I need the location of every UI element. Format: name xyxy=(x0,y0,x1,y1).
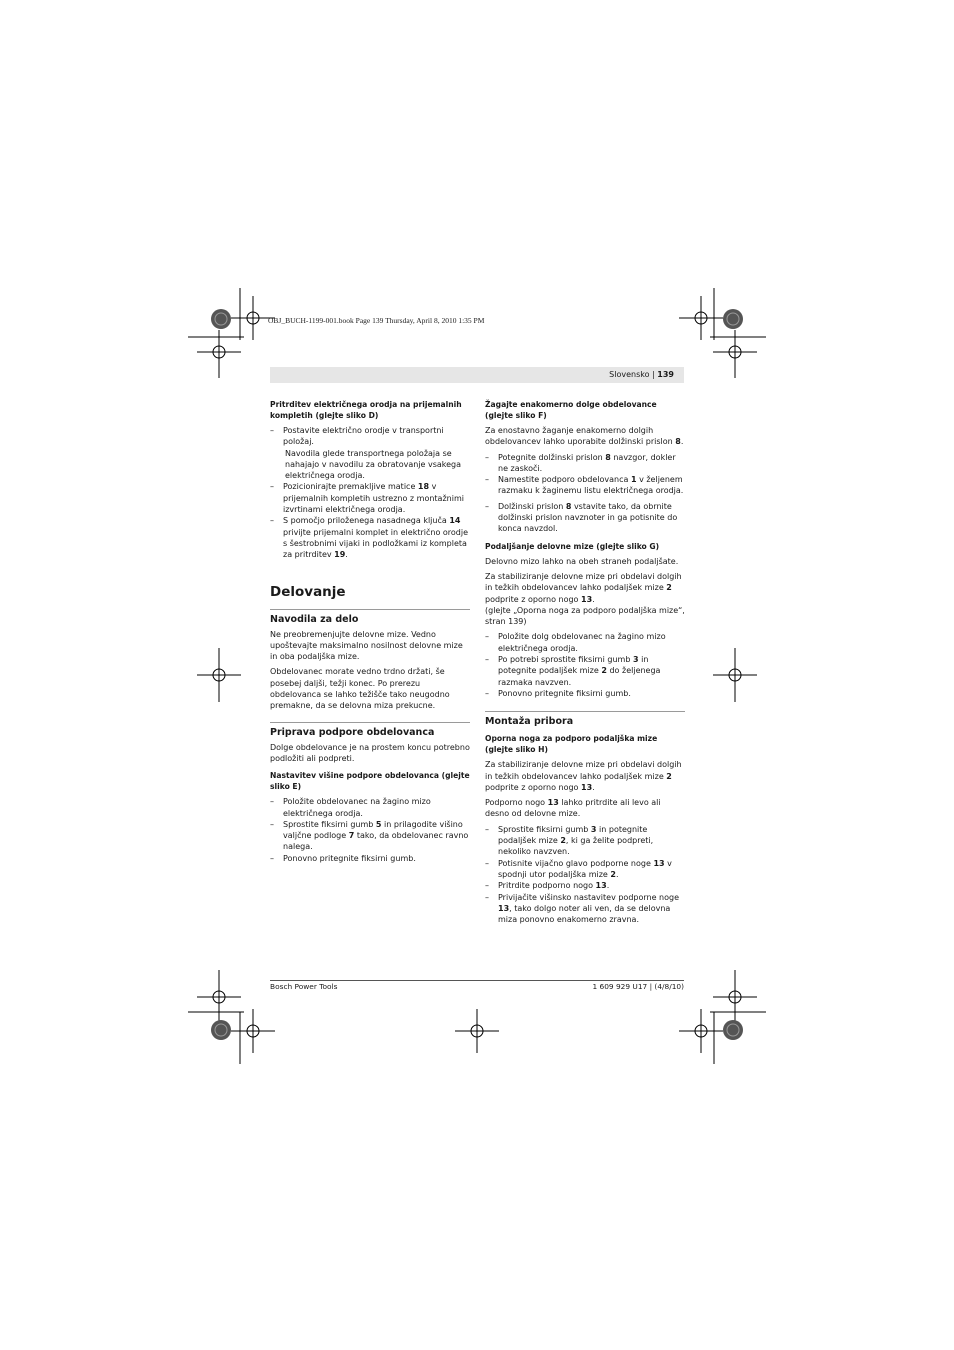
header-separator: | xyxy=(652,370,655,379)
list-item: – Namestite podporo obdelovanca 1 v željenem razmaku k žaginemu listu električnega orodja. xyxy=(485,474,685,497)
list-item: – Sprostite fiksirni gumb 3 in potegnite podaljšek mize 2, ki ga želite podpreti, nekoliko navzven. xyxy=(485,824,685,858)
calibration-dot-icon xyxy=(723,309,743,329)
section-heading: Priprava podpore obdelovanca xyxy=(270,726,435,738)
list-item: – Postavite električno orodje v transportni položaj. Navodila glede transportnega položaja se nahajajo v navodilu za obratovanje vsakega električnega orodja. xyxy=(270,425,470,481)
crosshair-target-icon xyxy=(197,970,241,1022)
step-list xyxy=(485,824,685,926)
list-item: – S pomočjo priloženega nasadnega ključa 14 privijte prijemalni komplet in električno orodje s šestrobnimi vijaki in podložkami iz kompleta za pritrditev 19. xyxy=(270,515,470,560)
list-item: – Privijačite višinsko nastavitev podporne noge 13, tako dolgo noter ali ven, da se delovna miza ponovno enakomerno zravna. xyxy=(485,892,685,926)
page-number: 139 xyxy=(657,370,674,379)
section-heading: Montaža pribora xyxy=(485,716,574,728)
crosshair-target-icon xyxy=(679,296,723,340)
paragraph: Obdelovanec morate vedno trdno držati, še posebej daljši, težji konec. Po prerezu obdelovanca se lahko težišče tako neugodno premakne, da se delovna miza prekucne. xyxy=(270,667,450,711)
section-title: Pritrditev električnega orodja na prijemalnih kompletih (glejte sliko D) xyxy=(270,400,462,420)
footer-brand: Bosch Power Tools xyxy=(270,982,338,991)
calibration-dot-icon xyxy=(723,1020,743,1040)
page-header-bar xyxy=(270,367,684,383)
section-title: Žagajte enakomerno dolge obdelovance (glejte sliko F) xyxy=(485,400,657,420)
calibration-dot-icon xyxy=(211,1020,231,1040)
left-column xyxy=(270,399,470,868)
paragraph: Za stabiliziranje delovne mize pri obdelavi dolgih in težkih obdelovancev lahko podaljšek mize 2 podprite z oporno nogo 13. xyxy=(485,571,682,604)
step-list xyxy=(270,796,470,864)
list-item: – Potegnite dolžinski prislon 8 navzgor, dokler ne zaskoči. xyxy=(485,452,685,475)
paragraph: Za stabiliziranje delovne mize pri obdelavi dolgih in težkih obdelovancev lahko podaljšek mize 2 podprite z oporno nogo 13. xyxy=(485,760,682,792)
section-title: Nastavitev višine podpore obdelovanca (glejte sliko E) xyxy=(270,771,470,792)
list-item: – Po potrebi sprostite fiksirni gumb 3 in potegnite podaljšek mize 2 do željenega razmaka navzven. xyxy=(485,654,685,688)
crosshair-target-icon xyxy=(679,1009,723,1053)
list-item: – Pozicionirajte premakljive matice 18 v prijemalnih kompletih ustrezno z montažnimi izvrtinami električnega orodja. xyxy=(270,481,470,515)
right-column xyxy=(485,399,685,929)
crosshair-target-icon xyxy=(713,648,757,702)
list-item: – Dolžinski prislon 8 vstavite tako, da obrnite dolžinski prislon navznoter in ga potisnite do konca navzdol. xyxy=(485,501,685,535)
footer-divider xyxy=(270,980,684,981)
list-item: – Sprostite fiksirni gumb 5 in prilagodite višino valjčne podloge 7 tako, da obdelovanec ravno nalega. xyxy=(270,819,470,853)
header-language: Slovensko xyxy=(609,370,650,379)
paragraph: Dolge obdelovance je na prostem koncu potrebno podložiti ali podpreti. xyxy=(270,742,470,763)
list-item: – Pritrdite podporno nogo 13. xyxy=(485,880,685,891)
paragraph: Ne preobremenjujte delovne mize. Vedno upoštevajte maksimalno nosilnost delovne mize in oba podaljška mize. xyxy=(270,629,463,662)
list-item: – Ponovno pritegnite fiksirni gumb. xyxy=(485,688,685,699)
paragraph: (glejte „Oporna noga za podporo podaljška mize“, stran 139) xyxy=(485,605,685,627)
section-divider xyxy=(485,711,685,712)
calibration-dot-icon xyxy=(211,309,231,329)
section-divider xyxy=(270,722,470,723)
main-heading: Delovanje xyxy=(270,583,346,600)
list-item-note: Navodila glede transportnega položaja se nahajajo v navodilu za obratovanje vsakega električnega orodja. xyxy=(285,448,462,481)
list-item: – Položite obdelovanec na žagino mizo električnega orodja. xyxy=(270,796,470,819)
section-divider xyxy=(270,609,470,610)
step-list xyxy=(485,631,685,699)
crosshair-target-icon xyxy=(713,970,757,1022)
crosshair-target-icon xyxy=(231,1009,275,1053)
crosshair-target-icon xyxy=(197,648,241,702)
crosshair-target-icon xyxy=(455,1009,499,1053)
step-list xyxy=(270,425,470,561)
list-item: – Potisnite vijačno glavo podporne noge 13 v spodnji utor podaljška mize 2. xyxy=(485,858,685,881)
section-title: Oporna noga za podporo podaljška mize (glejte sliko H) xyxy=(485,734,658,755)
list-item: – Položite dolg obdelovanec na žagino mizo električnega orodja. xyxy=(485,631,685,654)
page-header xyxy=(609,370,674,379)
step-list xyxy=(485,452,685,535)
paragraph: Podporno nogo 13 lahko pritrdite ali levo ali desno od delovne mize. xyxy=(485,798,661,819)
book-info-line: OBJ_BUCH-1199-001.book Page 139 Thursday, April 8, 2010 1:35 PM xyxy=(268,316,485,325)
footer-doc-number: 1 609 929 U17 | (4/8/10) xyxy=(592,982,684,991)
section-heading: Navodila za delo xyxy=(270,613,359,625)
paragraph: Delovno mizo lahko na obeh straneh podaljšate. xyxy=(485,556,679,566)
section-title: Podaljšanje delovne mize (glejte sliko G) xyxy=(485,541,660,551)
paragraph: Za enostavno žaganje enakomerno dolgih obdelovancev lahko uporabite dolžinski prislon 8. xyxy=(485,426,684,447)
list-item: – Ponovno pritegnite fiksirni gumb. xyxy=(270,853,470,864)
